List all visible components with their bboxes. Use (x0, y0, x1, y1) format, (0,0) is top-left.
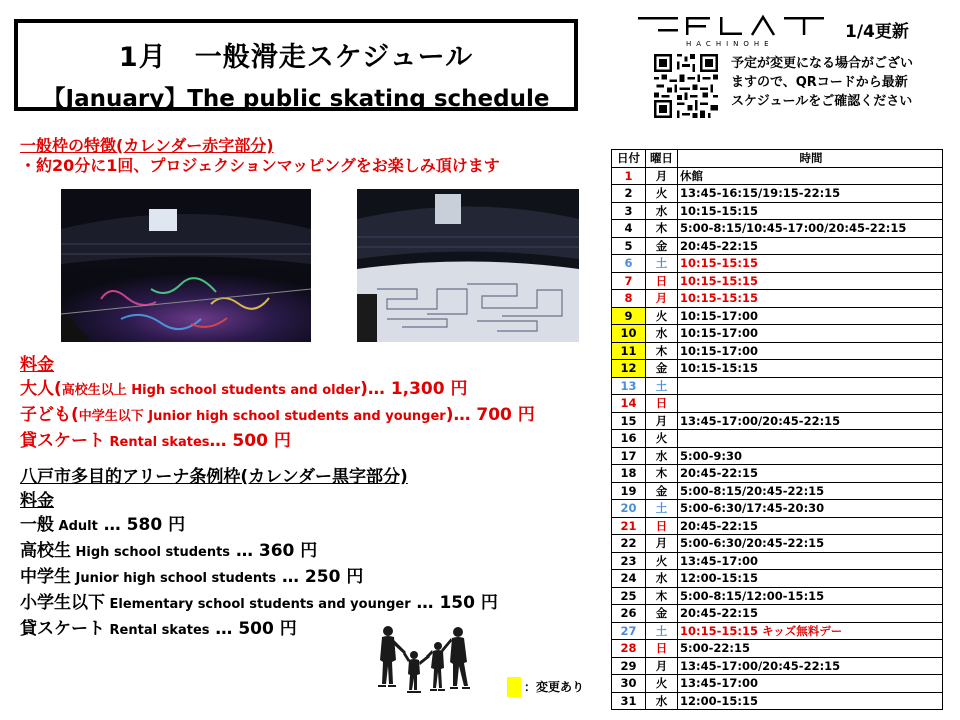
cell-time: 13:45-17:00/20:45-22:15 (678, 657, 943, 675)
cell-date: 4 (612, 220, 646, 238)
cell-date: 20 (612, 500, 646, 518)
cell-time: 10:15-17:00 (678, 325, 943, 343)
cell-weekday: 金 (646, 237, 678, 255)
schedule-body (612, 167, 943, 710)
cell-date: 1 (612, 167, 646, 185)
cell-weekday: 水 (646, 692, 678, 710)
price-child-label: 子ども( (20, 405, 79, 425)
cell-date: 5 (612, 237, 646, 255)
arena-price-label: 貸スケート (20, 619, 105, 639)
cell-time: 12:00-15:15 (678, 692, 943, 710)
cell-time: 20:45-22:15 (678, 517, 943, 535)
cell-time: 20:45-22:15 (678, 605, 943, 623)
cell-weekday: 日 (646, 272, 678, 290)
cell-date: 31 (612, 692, 646, 710)
cell-date: 3 (612, 202, 646, 220)
table-row (612, 430, 943, 448)
cell-time: 10:15-15:15 キッズ無料デー (678, 622, 943, 640)
cell-weekday: 水 (646, 447, 678, 465)
price-rental-value: … 500 円 (209, 431, 291, 451)
arena-price-heading: 料金 (20, 491, 54, 511)
cell-weekday: 月 (646, 290, 678, 308)
cell-time: 12:00-15:15 (678, 570, 943, 588)
legend (507, 676, 584, 697)
cell-date: 28 (612, 640, 646, 658)
legend-swatch (507, 677, 521, 697)
family-skating-silhouette-icon (372, 622, 476, 694)
cell-weekday: 月 (646, 167, 678, 185)
cell-time: 5:00-22:15 (678, 640, 943, 658)
cell-time (678, 430, 943, 448)
arena-price-row (20, 565, 498, 591)
cell-date: 6 (612, 255, 646, 273)
cell-weekday: 月 (646, 535, 678, 553)
price-adult-label: 大人( (20, 379, 62, 399)
feature-title: 一般枠の特徴(カレンダー赤字部分) (20, 136, 274, 155)
table-row (612, 167, 943, 185)
arena-price-row (20, 513, 498, 539)
cell-date: 13 (612, 377, 646, 395)
page-title: 1月 一般滑走スケジュール (118, 42, 474, 73)
arena-price-label: 高校生 (20, 541, 71, 561)
qr-code-icon[interactable] (654, 54, 718, 118)
table-row (612, 482, 943, 500)
cell-date: 21 (612, 517, 646, 535)
price-adult-note: 高校生以上 High school students and older (61, 383, 361, 398)
cell-date: 2 (612, 185, 646, 203)
column-header-time: 時間 (678, 150, 943, 168)
cell-time: 休館 (678, 167, 943, 185)
cell-time: 5:00-8:15/10:45-17:00/20:45-22:15 (678, 220, 943, 238)
arena-price-note: Junior high school students (71, 571, 277, 586)
cell-weekday: 月 (646, 657, 678, 675)
logo-subtext: HACHINOHE (686, 40, 774, 48)
price-rental-note: Rental skates (105, 435, 210, 450)
cell-time: 10:15-15:15 (678, 290, 943, 308)
table-row (612, 535, 943, 553)
table-row (612, 395, 943, 413)
cell-date: 30 (612, 675, 646, 693)
rink-photo-1 (61, 189, 311, 342)
table-row (612, 622, 943, 640)
cell-date: 15 (612, 412, 646, 430)
cell-time (678, 377, 943, 395)
cell-date: 11 (612, 342, 646, 360)
cell-time: 5:00-9:30 (678, 447, 943, 465)
price-adult-value: )… 1,300 円 (360, 379, 468, 399)
cell-weekday: 水 (646, 570, 678, 588)
page-subtitle: 【January】The public skating schedule (42, 86, 550, 112)
table-row (612, 272, 943, 290)
price-child-value: )… 700 円 (445, 405, 535, 425)
cell-weekday: 木 (646, 587, 678, 605)
table-row (612, 237, 943, 255)
column-header-weekday: 曜日 (646, 150, 678, 168)
cell-date: 16 (612, 430, 646, 448)
cell-weekday: 月 (646, 412, 678, 430)
cell-weekday: 火 (646, 307, 678, 325)
table-row (612, 202, 943, 220)
cell-weekday: 火 (646, 675, 678, 693)
general-price-section (20, 353, 535, 455)
cell-date: 29 (612, 657, 646, 675)
arena-price-note: Elementary school students and younger (105, 597, 411, 612)
notice-line: スケジュールをご確認ください (731, 94, 913, 109)
cell-weekday: 金 (646, 360, 678, 378)
arena-price-note: High school students (71, 545, 231, 560)
cell-weekday: 日 (646, 640, 678, 658)
cell-time: 20:45-22:15 (678, 237, 943, 255)
price-heading: 料金 (20, 355, 54, 375)
cell-date: 7 (612, 272, 646, 290)
table-row (612, 360, 943, 378)
cell-time: 10:15-15:15 (678, 272, 943, 290)
price-rental (20, 429, 535, 455)
table-row (612, 307, 943, 325)
cell-weekday: 土 (646, 377, 678, 395)
table-row (612, 517, 943, 535)
cell-time: 10:15-15:15 (678, 360, 943, 378)
arena-price-note: Rental skates (105, 623, 210, 638)
cell-time: 5:00-6:30/17:45-20:30 (678, 500, 943, 518)
arena-price-value: … 500 円 (209, 619, 297, 639)
arena-price-section (20, 465, 498, 643)
cell-weekday: 水 (646, 202, 678, 220)
cell-weekday: 金 (646, 605, 678, 623)
cell-date: 23 (612, 552, 646, 570)
cell-weekday: 金 (646, 482, 678, 500)
feature-description: ・約20分に1回、プロジェクションマッピングをお楽しみ頂けます (20, 156, 500, 175)
legend-label: ：変更あり (524, 680, 585, 694)
arena-price-note: Adult (54, 519, 98, 534)
table-row (612, 500, 943, 518)
price-adult (20, 377, 535, 403)
table-row (612, 465, 943, 483)
schedule-table (611, 149, 943, 710)
cell-date: 22 (612, 535, 646, 553)
table-row (612, 552, 943, 570)
table-row (612, 587, 943, 605)
cell-time: 5:00-8:15/12:00-15:15 (678, 587, 943, 605)
table-row (612, 605, 943, 623)
cell-date: 24 (612, 570, 646, 588)
cell-weekday: 水 (646, 325, 678, 343)
flat-hachinohe-logo (638, 14, 828, 48)
table-row (612, 377, 943, 395)
rink-photo-2 (357, 189, 579, 342)
table-row (612, 412, 943, 430)
cell-time: 13:45-16:15/19:15-22:15 (678, 185, 943, 203)
cell-date: 26 (612, 605, 646, 623)
cell-weekday: 日 (646, 517, 678, 535)
table-row (612, 255, 943, 273)
cell-date: 12 (612, 360, 646, 378)
table-row (612, 290, 943, 308)
cell-time (678, 395, 943, 413)
cell-time: 5:00-6:30/20:45-22:15 (678, 535, 943, 553)
cell-date: 9 (612, 307, 646, 325)
table-row (612, 325, 943, 343)
update-notice (731, 54, 951, 111)
cell-weekday: 木 (646, 220, 678, 238)
cell-time: 10:15-15:15 (678, 202, 943, 220)
cell-weekday: 火 (646, 430, 678, 448)
arena-price-row (20, 539, 498, 565)
cell-time: 13:45-17:00 (678, 675, 943, 693)
cell-weekday: 土 (646, 255, 678, 273)
table-row (612, 220, 943, 238)
arena-title: 八戸市多目的アリーナ条例枠(カレンダー黒字部分) (20, 467, 408, 487)
column-header-date: 日付 (612, 150, 646, 168)
cell-date: 10 (612, 325, 646, 343)
table-row (612, 447, 943, 465)
schedule-header-row (612, 150, 943, 168)
cell-time: 10:15-15:15 (678, 255, 943, 273)
table-row (612, 692, 943, 710)
arena-price-value: … 150 円 (410, 593, 498, 613)
cell-weekday: 土 (646, 500, 678, 518)
arena-price-value: … 360 円 (230, 541, 318, 561)
cell-weekday: 土 (646, 622, 678, 640)
cell-time: 5:00-8:15/20:45-22:15 (678, 482, 943, 500)
notice-line: 予定が変更になる場合がござい (731, 56, 914, 71)
cell-date: 27 (612, 622, 646, 640)
title-box (14, 19, 578, 111)
table-row (612, 185, 943, 203)
arena-price-label: 一般 (20, 515, 54, 535)
cell-time: 20:45-22:15 (678, 465, 943, 483)
cell-time: 13:45-17:00 (678, 552, 943, 570)
arena-price-value: … 580 円 (97, 515, 186, 535)
cell-date: 19 (612, 482, 646, 500)
cell-date: 25 (612, 587, 646, 605)
arena-price-label: 小学生以下 (20, 593, 105, 613)
cell-weekday: 日 (646, 395, 678, 413)
cell-weekday: 木 (646, 465, 678, 483)
cell-time: 10:15-17:00 (678, 342, 943, 360)
price-child-note: 中学生以下 Junior high school students and younger (78, 409, 446, 424)
table-row (612, 675, 943, 693)
cell-weekday: 火 (646, 185, 678, 203)
table-row (612, 657, 943, 675)
table-row (612, 640, 943, 658)
cell-date: 18 (612, 465, 646, 483)
cell-date: 17 (612, 447, 646, 465)
cell-time: 10:15-17:00 (678, 307, 943, 325)
notice-line: ますので、QRコードから最新 (731, 75, 908, 90)
table-row (612, 570, 943, 588)
cell-weekday: 木 (646, 342, 678, 360)
arena-price-value: … 250 円 (276, 567, 364, 587)
cell-date: 8 (612, 290, 646, 308)
cell-time: 13:45-17:00/20:45-22:15 (678, 412, 943, 430)
arena-price-row (20, 591, 498, 617)
cell-date: 14 (612, 395, 646, 413)
price-child (20, 403, 535, 429)
update-label: 1/4更新 (845, 22, 909, 42)
arena-price-label: 中学生 (20, 567, 71, 587)
table-row (612, 342, 943, 360)
cell-weekday: 火 (646, 552, 678, 570)
price-rental-label: 貸スケート (20, 431, 105, 451)
